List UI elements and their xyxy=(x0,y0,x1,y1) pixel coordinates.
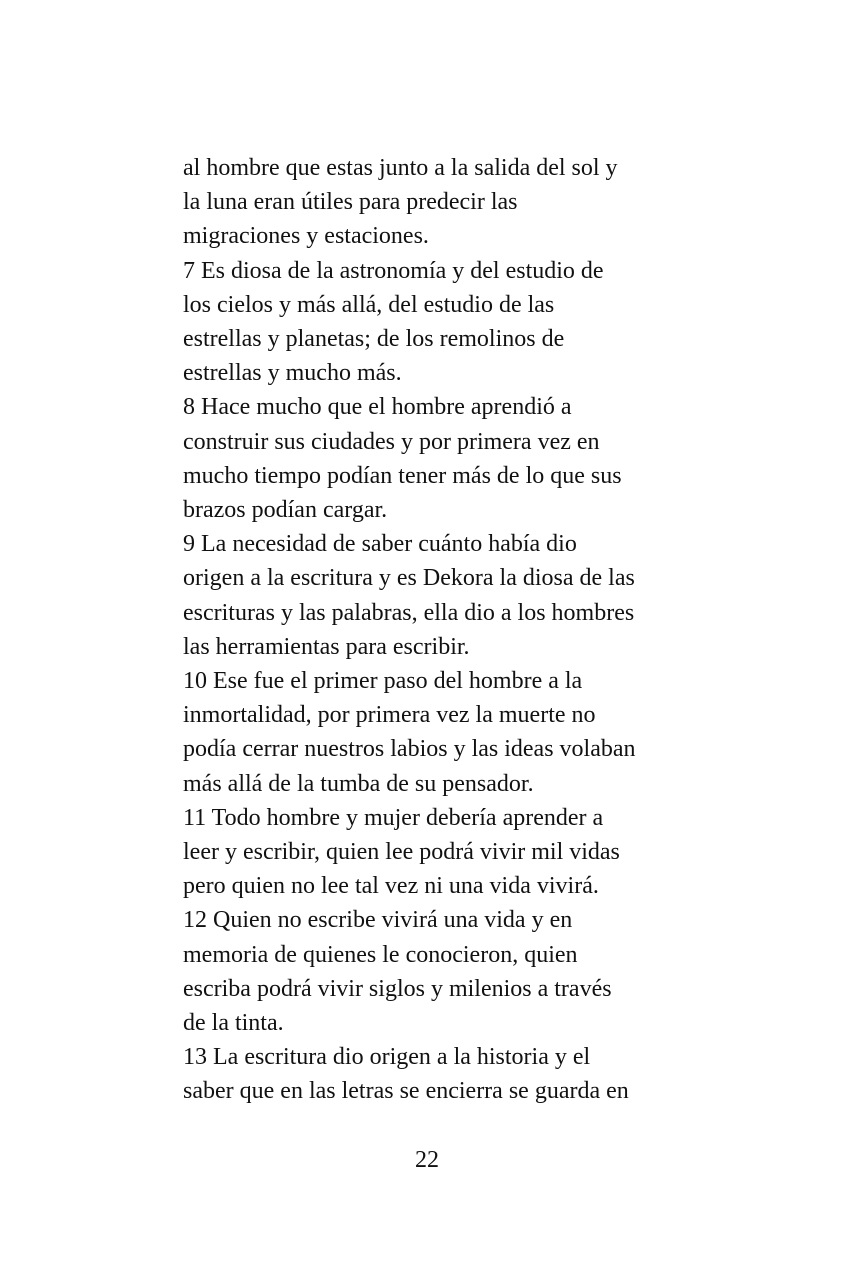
text-line: leer y escribir, quien lee podrá vivir mil vidas xyxy=(183,839,620,866)
text-line: construir sus ciudades y por primera vez en xyxy=(183,428,600,455)
verse-13-line: 13 La escritura dio origen a la historia y el xyxy=(183,1044,591,1071)
text-line: más allá de la tumba de su pensador. xyxy=(183,770,534,797)
text-line: de la tinta. xyxy=(183,1010,284,1037)
verse-12-line: 12 Quien no escribe vivirá una vida y en xyxy=(183,907,573,934)
text-line: al hombre que estas junto a la salida del sol y xyxy=(183,155,618,181)
text-line: mucho tiempo podían tener más de lo que sus xyxy=(183,462,622,489)
text-line: memoria de quienes le conocieron, quien xyxy=(183,941,578,968)
page-body-text xyxy=(183,151,683,1109)
text-line: estrellas y mucho más. xyxy=(183,360,402,387)
verse-11-line: 11 Todo hombre y mujer debería aprender a xyxy=(183,804,604,831)
page-number: 22 xyxy=(415,1147,439,1173)
verse-9-line: 9 La necesidad de saber cuánto había dio xyxy=(183,531,577,558)
text-line: pero quien no lee tal vez ni una vida vivirá. xyxy=(183,873,599,900)
verse-8-line: 8 Hace mucho que el hombre aprendió a xyxy=(183,394,572,421)
text-line: la luna eran útiles para predecir las xyxy=(183,189,518,216)
verse-7-line: 7 Es diosa de la astronomía y del estudio de xyxy=(183,257,604,284)
text-line: estrellas y planetas; de los remolinos de xyxy=(183,326,565,353)
text-line: migraciones y estaciones. xyxy=(183,223,429,250)
text-line: podía cerrar nuestros labios y las ideas volaban xyxy=(183,736,636,763)
text-line: escriba podrá vivir siglos y milenios a través xyxy=(183,975,612,1002)
verse-10-line: 10 Ese fue el primer paso del hombre a la xyxy=(183,668,583,695)
text-line: escrituras y las palabras, ella dio a los hombres xyxy=(183,599,635,626)
text-line: los cielos y más allá, del estudio de las xyxy=(183,291,555,318)
text-line: origen a la escritura y es Dekora la diosa de las xyxy=(183,565,635,592)
text-line: saber que en las letras se encierra se guarda en xyxy=(183,1078,629,1105)
text-line: brazos podían cargar. xyxy=(183,497,388,524)
text-line: las herramientas para escribir. xyxy=(183,633,470,660)
text-line: inmortalidad, por primera vez la muerte no xyxy=(183,702,596,729)
